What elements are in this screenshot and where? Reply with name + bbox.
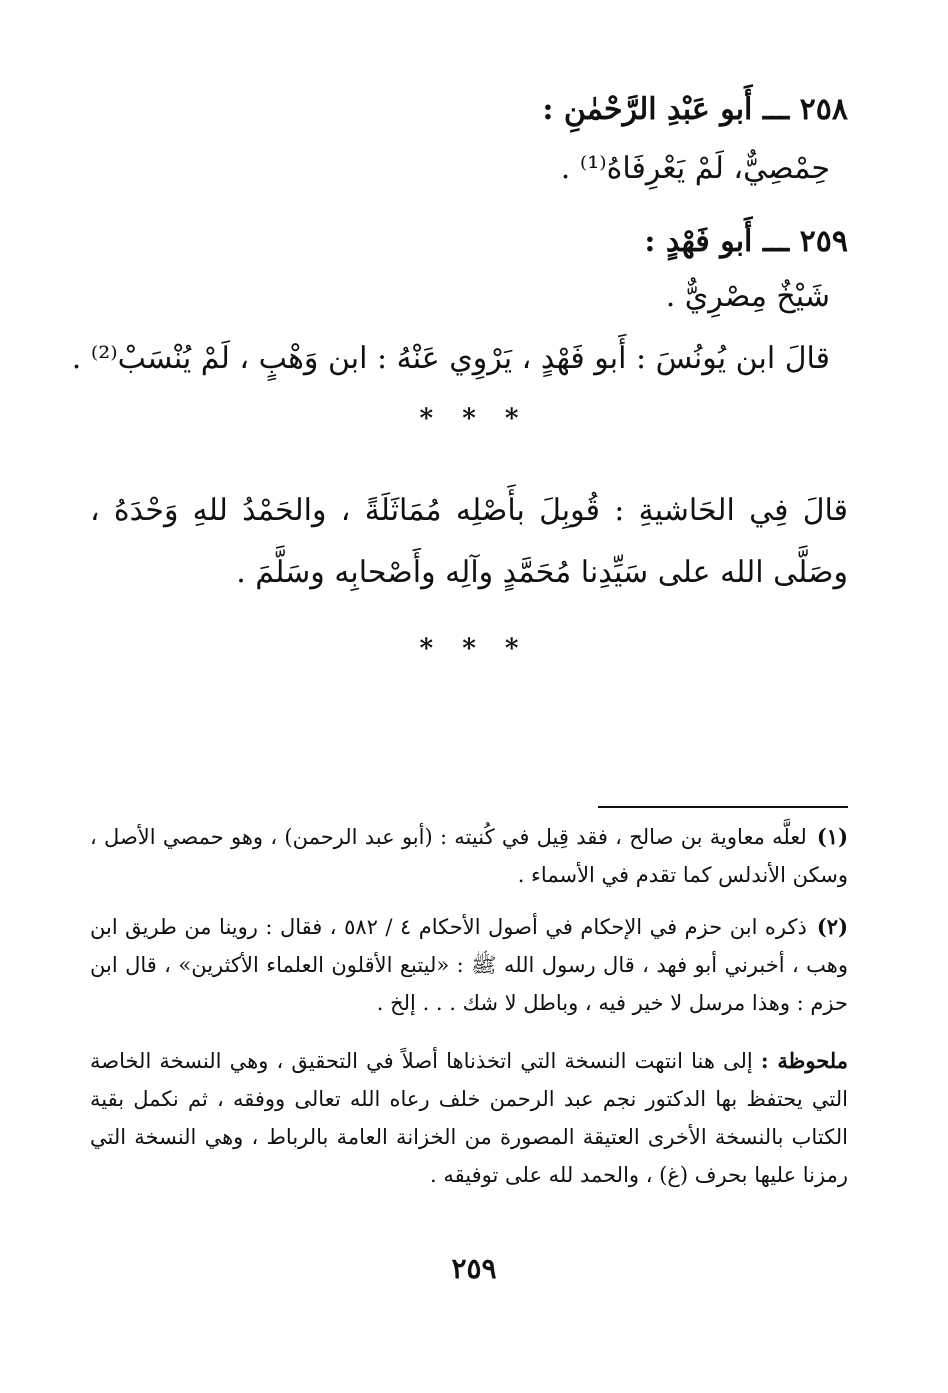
footnote-divider bbox=[598, 806, 848, 808]
entry-259-heading: ٢٥٩ ـــ أَبو فَهْدٍ : bbox=[644, 224, 848, 259]
footnote-1-marker: (١) bbox=[816, 824, 848, 849]
page-number: ٢٥٩ bbox=[451, 1252, 497, 1285]
footnote-2 bbox=[90, 908, 848, 1022]
section-separator-2: * * * bbox=[419, 634, 529, 664]
entry-258-line: حِمْصِيٌّ، لَمْ يَعْرِفَاهُ⁽¹⁾ . bbox=[560, 151, 830, 186]
footnote-1 bbox=[90, 818, 848, 894]
closing-paragraph: قالَ فِي الحَاشيةِ : قُوبِلَ بأَصْلِه مُمَاثَلَةً ، والحَمْدُ للهِ وَحْدَهُ ، وصَلَّى الله على سَيِّدِنا مُحَمَّدٍ وآلِه وأَصْحابِه وسَلَّمَ . bbox=[90, 493, 848, 590]
editor-note bbox=[90, 1042, 848, 1194]
entry-258-heading: ٢٥٨ ـــ أَبو عَبْدِ الرَّحْمٰنِ : bbox=[542, 92, 848, 127]
editor-note-label: ملحوظة : bbox=[760, 1048, 848, 1073]
footnote-2-text: ذكره ابن حزم في الإحكام في أصول الأحكام ٤ / ٥٨٢ ، فقال : روينا من طريق ابن وهب ، أخبرني أبو فهد ، قال رسول الله ﷺ : «ليتبع الأقلون العلماء الأكثرين» ، قال ابن حزم : وهذا مرسل لا خير فيه ، وباطل لا شك . . . إلخ . bbox=[90, 915, 848, 1015]
section-separator: * * * bbox=[419, 404, 529, 434]
footnote-1-text: لعلَّه معاوية بن صالح ، فقد قِيل في كُنيته : (أبو عبد الرحمن) ، وهو حمصي الأصل ، وسكن الأندلس كما تقدم في الأسماء . bbox=[90, 825, 848, 887]
editor-note-text: إلى هنا انتهت النسخة التي اتخذناها أصلاً في التحقيق ، وهي النسخة الخاصة التي يحتفظ بها الدكتور نجم عبد الرحمن خلف رعاه الله تعالى ووفقه ، ثم نكمل بقية الكتاب بالنسخة الأخرى العتيقة المصورة من الخزانة العامة بالرباط ، وهي النسخة التي رمزنا عليها بحرف (غ) ، والحمد لله على توفيقه . bbox=[90, 1049, 848, 1187]
entry-259-line-2: قالَ ابن يُونُسَ : أَبو فَهْدٍ ، يَرْوِي عَنْهُ : ابن وَهْبٍ ، لَمْ يُنْسَبْ⁽²⁾ . bbox=[71, 341, 830, 376]
footnote-2-marker: (٢) bbox=[816, 914, 848, 939]
entry-259-line-1: شَيْخٌ مِصْرِيٌّ . bbox=[665, 279, 830, 314]
